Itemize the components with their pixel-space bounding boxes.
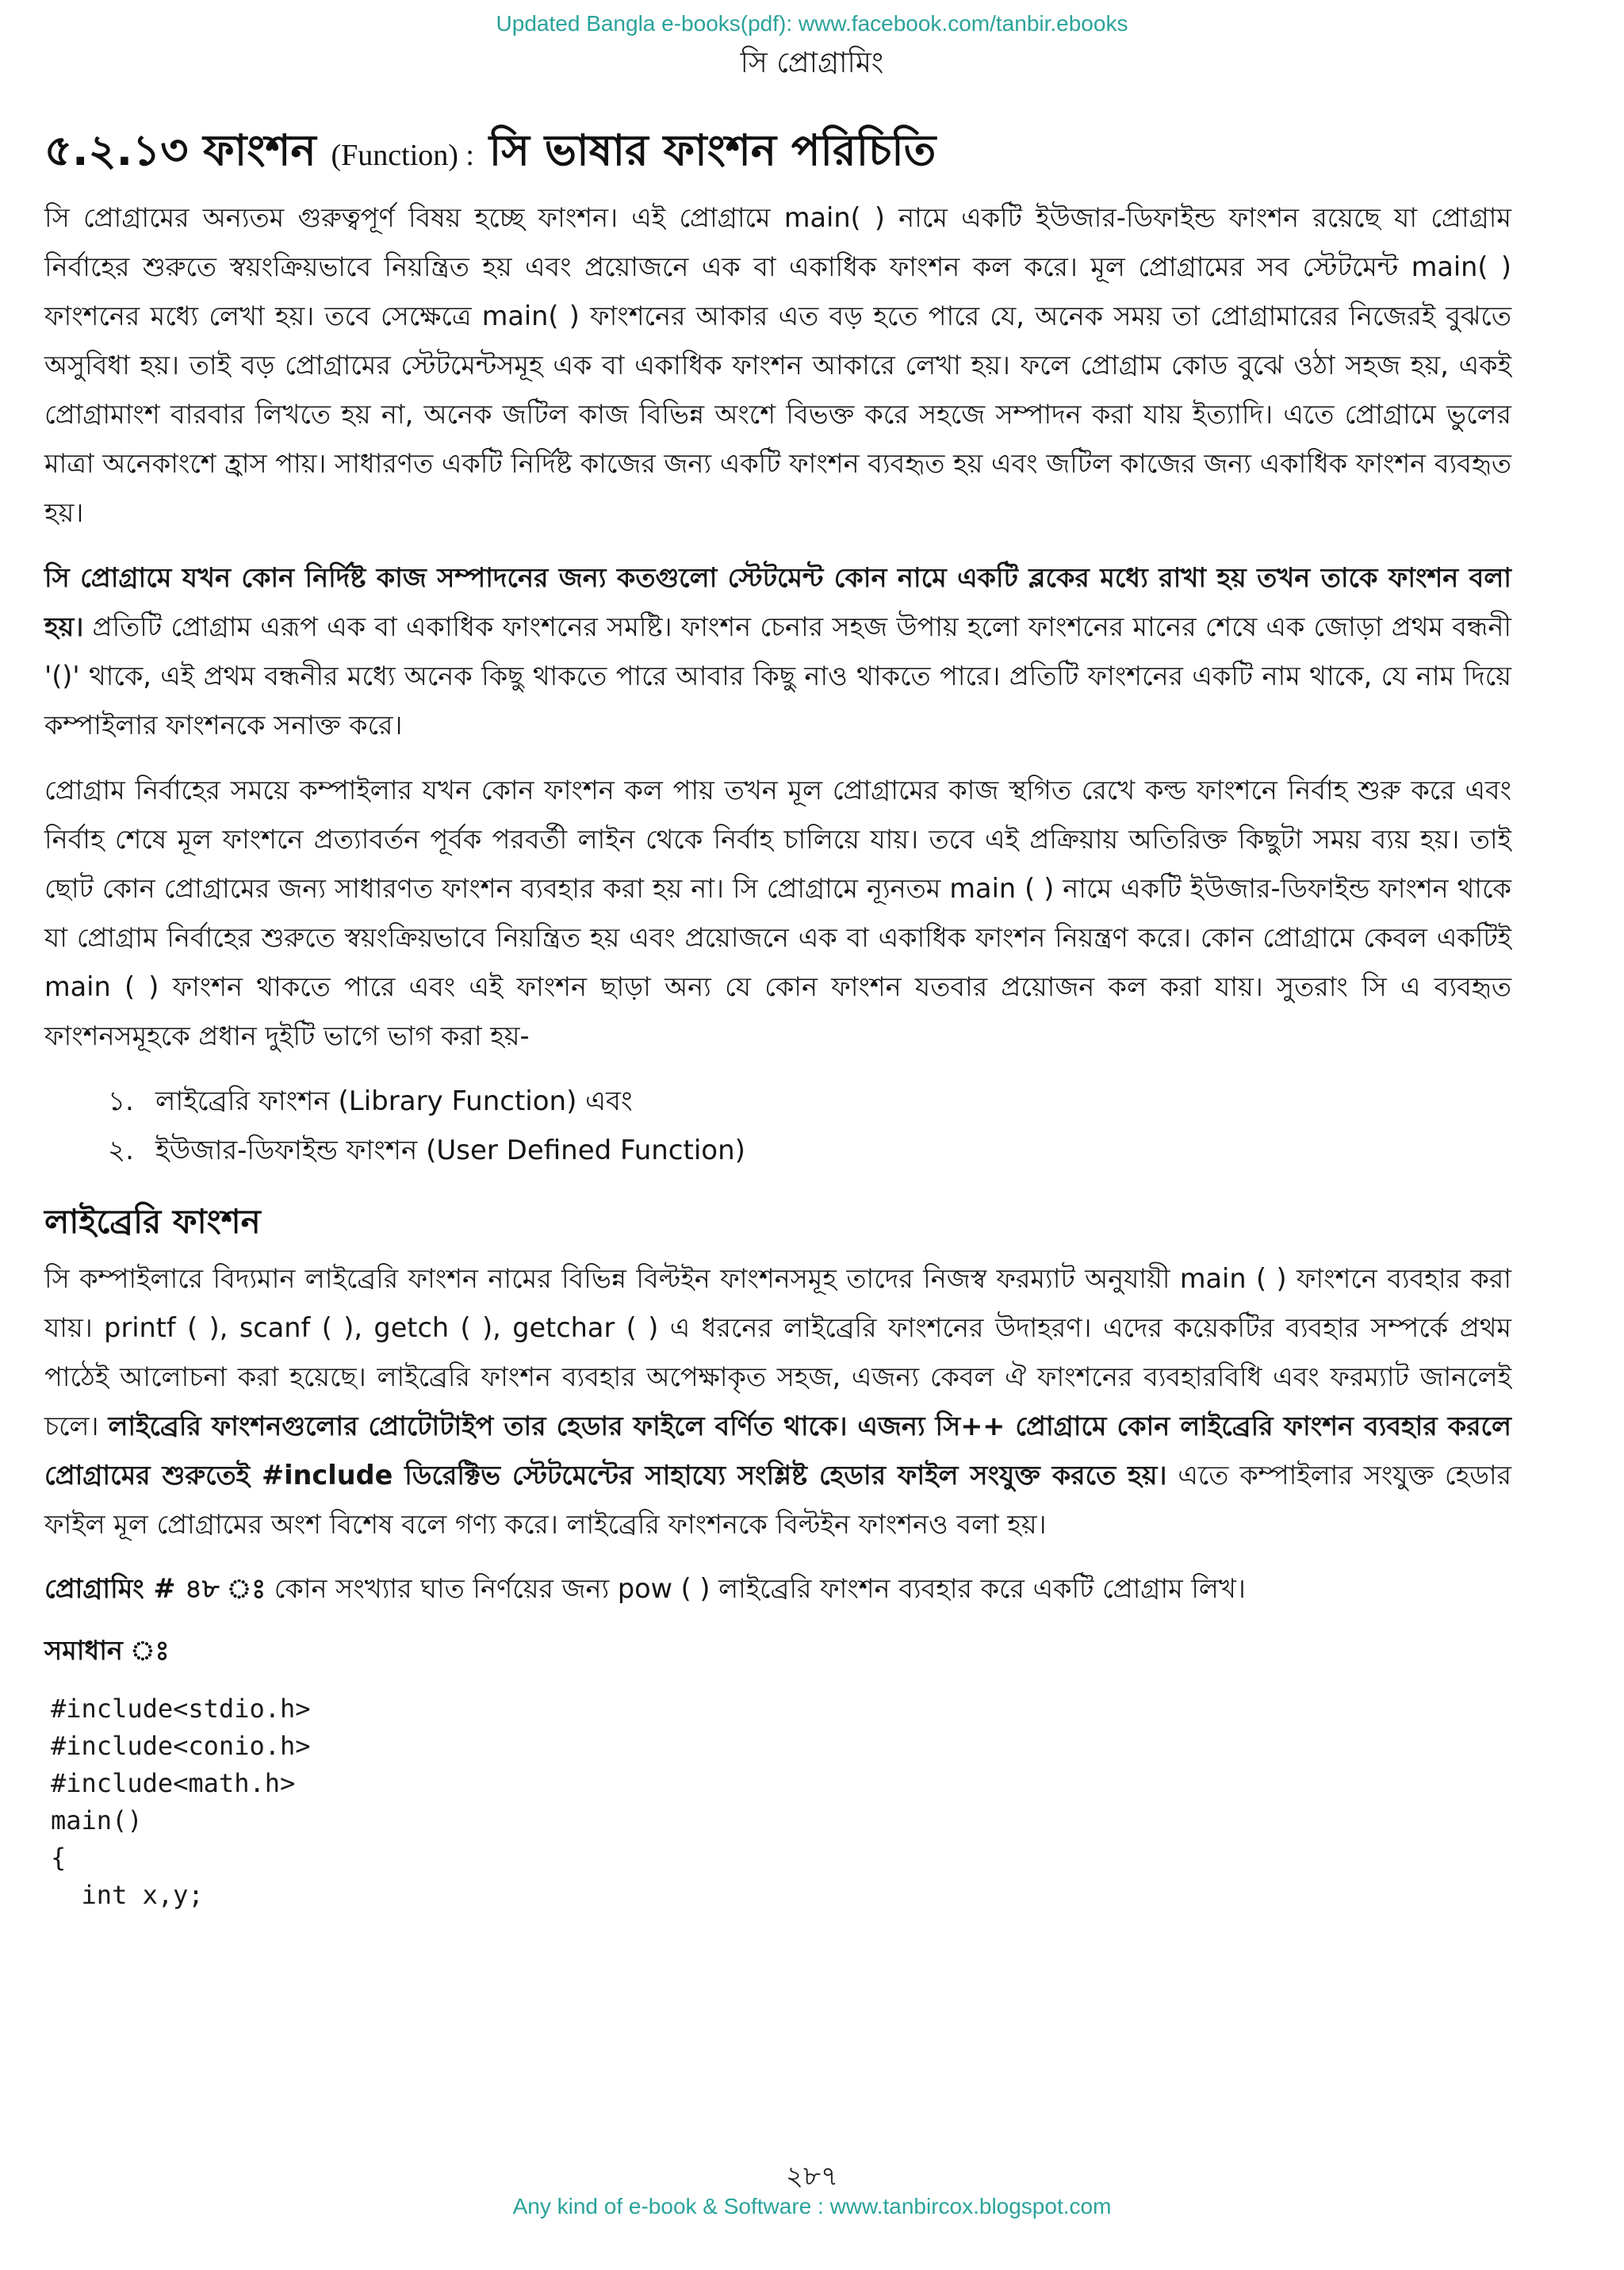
code-line: int x,y; (51, 1880, 204, 1910)
paragraph-execution: প্রোগ্রাম নির্বাহের সময়ে কম্পাইলার যখন কোন ফাংশন কল পায় তখন মূল প্রোগ্রামের কাজ স্থগিত রেখে কল্ড ফাংশনে নির্বাহ শুরু করে এবং নির্বাহ শেষে মূল ফাংশনে প্রত্যাবর্তন পূর্বক পরবর্তী লাইন থেকে নির্বাহ চালিয়ে যায়। তবে এই প্রক্রিয়ায় অতিরিক্ত কিছুটা সময় ব্যয় হয়। তাই ছোট কোন প্রোগ্রামের জন্য সাধারণত ফাংশন ব্যবহার করা হয় না। সি প্রোগ্রামে ন্যূনতম main ( ) নামে একটি ইউজার-ডিফাইন্ড ফাংশন থাকে যা প্রোগ্রাম নির্বাহের শুরুতে স্বয়ংক্রিয়ভাবে নিয়ন্ত্রিত হয় এবং প্রয়োজনে এক বা একাধিক ফাংশন নিয়ন্ত্রণ করে। কোন প্রোগ্রামে কেবল একটিই main ( ) ফাংশন থাকতে পারে এবং এই ফাংশন ছাড়া অন্য যে কোন ফাংশন যতবার প্রয়োজন কল করা যায়। সুতরাং সি এ ব্যবহৃত ফাংশনসমূহকে প্রধান দুইটি ভাগে ভাগ করা হয়- (44, 775, 1511, 1051)
program-label: প্রোগ্রামিং # ৪৮ ঃ (44, 1573, 266, 1604)
section-heading (44, 119, 1511, 187)
page-content (44, 119, 1511, 1914)
section-heading-latin: (Function) : (331, 139, 474, 172)
list-item (44, 1126, 1511, 1175)
list-item-text: লাইব্রেরি ফাংশন (Library Function) এবং (155, 1085, 633, 1117)
code-line: { (51, 1843, 67, 1873)
program-task-text: কোন সংখ্যার ঘাত নির্ণয়ের জন্য pow ( ) লাইব্রেরি ফাংশন ব্যবহার করে একটি প্রোগ্রাম লিখ। (266, 1573, 1246, 1604)
library-text-part2: এতে কম্পাইলার সংযুক্ত হেডার ফাইল মূল প্রোগ্রামের অংশ বিশেষ বলে গণ্য করে। লাইব্রেরি ফাংশনকে বিল্টইন ফাংশনও বলা হয়। (44, 1460, 1511, 1540)
section-heading-prefix: ৫.২.১৩ ফাংশন (44, 125, 316, 175)
code-line: main() (51, 1805, 143, 1836)
solution-label-row (44, 1627, 1511, 1675)
paragraph-intro: সি প্রোগ্রামের অন্যতম গুরুত্বপূর্ণ বিষয় হচ্ছে ফাংশন। এই প্রোগ্রামে main( ) নামে একটি ইউজার-ডিফাইন্ড ফাংশন রয়েছে যা প্রোগ্রাম নির্বাহের শুরুতে স্বয়ংক্রিয়ভাবে নিয়ন্ত্রিত হয় এবং প্রয়োজনে এক বা একাধিক ফাংশন কল করে। মূল প্রোগ্রামের সব স্টেটমেন্ট main( ) ফাংশনের মধ্যে লেখা হয়। তবে সেক্ষেত্রে main( ) ফাংশনের আকার এত বড় হতে পারে যে, অনেক সময় তা প্রোগ্রামারের নিজেরই বুঝতে অসুবিধা হয়। তাই বড় প্রোগ্রামের স্টেটমেন্টসমূহ এক বা একাধিক ফাংশন আকারে লেখা হয়। ফলে প্রোগ্রাম কোড বুঝে ওঠা সহজ হয়, একই প্রোগ্রামাংশ বারবার লিখতে হয় না, অনেক জটিল কাজ বিভিন্ন অংশে বিভক্ত করে সহজে সম্পাদন করা যায় ইত্যাদি। এতে প্রোগ্রামে ভুলের মাত্রা অনেকাংশে হ্রাস পায়। সাধারণত একটি নির্দিষ্ট কাজের জন্য একটি ফাংশন ব্যবহৃত হয় এবং জটিল কাজের জন্য একাধিক ফাংশন ব্যবহৃত হয়। (44, 202, 1512, 528)
code-block (51, 1690, 1511, 1914)
library-bold-text: লাইব্রেরি ফাংশনগুলোর প্রোটোটাইপ তার হেডার ফাইলে বর্ণিত থাকে। এজন্য সি++ প্রোগ্রামে কোন লাইব্রেরি ফাংশন ব্যবহার করলে প্রোগ্রামের শুরুতেই #include ডিরেক্টিভ স্টেটমেন্টের সাহায্যে সংশ্লিষ্ট হেডার ফাইল সংযুক্ত করতে হয়। (44, 1411, 1511, 1491)
list-item-text: ইউজার-ডিফাইন্ড ফাংশন (User Defined Function) (155, 1135, 745, 1166)
running-head: সি প্রোগ্রামিং (740, 47, 884, 79)
paragraph-library (44, 1254, 1511, 1549)
definition-bold-text: সি প্রোগ্রামে যখন কোন নির্দিষ্ট কাজ সম্পাদনের জন্য কতগুলো স্টেটমেন্ট কোন নামে একটি ব্লকের মধ্যে রাখা হয় তখন তাকে ফাংশন বলা হয়। (44, 562, 1511, 642)
list-item-number: ২. (108, 1135, 134, 1166)
solution-label: সমাধান ঃ (44, 1635, 170, 1666)
bottom-watermark-link: Any kind of e-book & Software : www.tanbircox.blogspot.com (512, 2194, 1112, 2218)
list-item-number: ১. (108, 1085, 134, 1117)
section-heading-suffix: সি ভাষার ফাংশন পরিচিতি (488, 125, 936, 175)
library-function-heading: লাইব্রেরি ফাংশন (44, 1202, 261, 1241)
code-line: #include<math.h> (51, 1768, 296, 1798)
library-text-part1: সি কম্পাইলারে বিদ্যমান লাইব্রেরি ফাংশন নামের বিভিন্ন বিল্টইন ফাংশনসমূহ তাদের নিজস্ব ফরম্যাট অনুযায়ী main ( ) ফাংশনে ব্যবহার করা যায়। printf ( ), scanf ( ), getch ( ), getchar ( ) এ ধরনের লাইব্রেরি ফাংশনের উদাহরণ। এদের কয়েকটির ব্যবহার সম্পর্কে প্রথম পাঠেই আলোচনা করা হয়েছে। লাইব্রেরি ফাংশন ব্যবহার অপেক্ষাকৃত সহজ, এজন্য কেবল ঐ ফাংশনের ব্যবহারবিধি এবং ফরম্যাট জানলেই চলে। (44, 1263, 1511, 1441)
code-line: #include<conio.h> (51, 1731, 311, 1761)
page-number: ২৮৭ (785, 2161, 839, 2192)
top-watermark-link: Updated Bangla e-books(pdf): www.facebook.com/tanbir.ebooks (496, 11, 1128, 36)
code-line: #include<stdio.h> (51, 1694, 311, 1724)
program-task (44, 1565, 1511, 1613)
definition-rest-text: প্রতিটি প্রোগ্রাম এরূপ এক বা একাধিক ফাংশনের সমষ্টি। ফাংশন চেনার সহজ উপায় হলো ফাংশনের মানের শেষে এক জোড়া প্রথম বন্ধনী '()' থাকে, এই প্রথম বন্ধনীর মধ্যে অনেক কিছু থাকতে পারে আবার কিছু নাও থাকতে পারে। প্রতিটি ফাংশনের একটি নাম থাকে, যে নাম দিয়ে কম্পাইলার ফাংশনকে সনাক্ত করে। (44, 611, 1511, 741)
paragraph-definition (44, 553, 1511, 750)
list-item (44, 1077, 1511, 1126)
function-types-list (44, 1077, 1511, 1175)
